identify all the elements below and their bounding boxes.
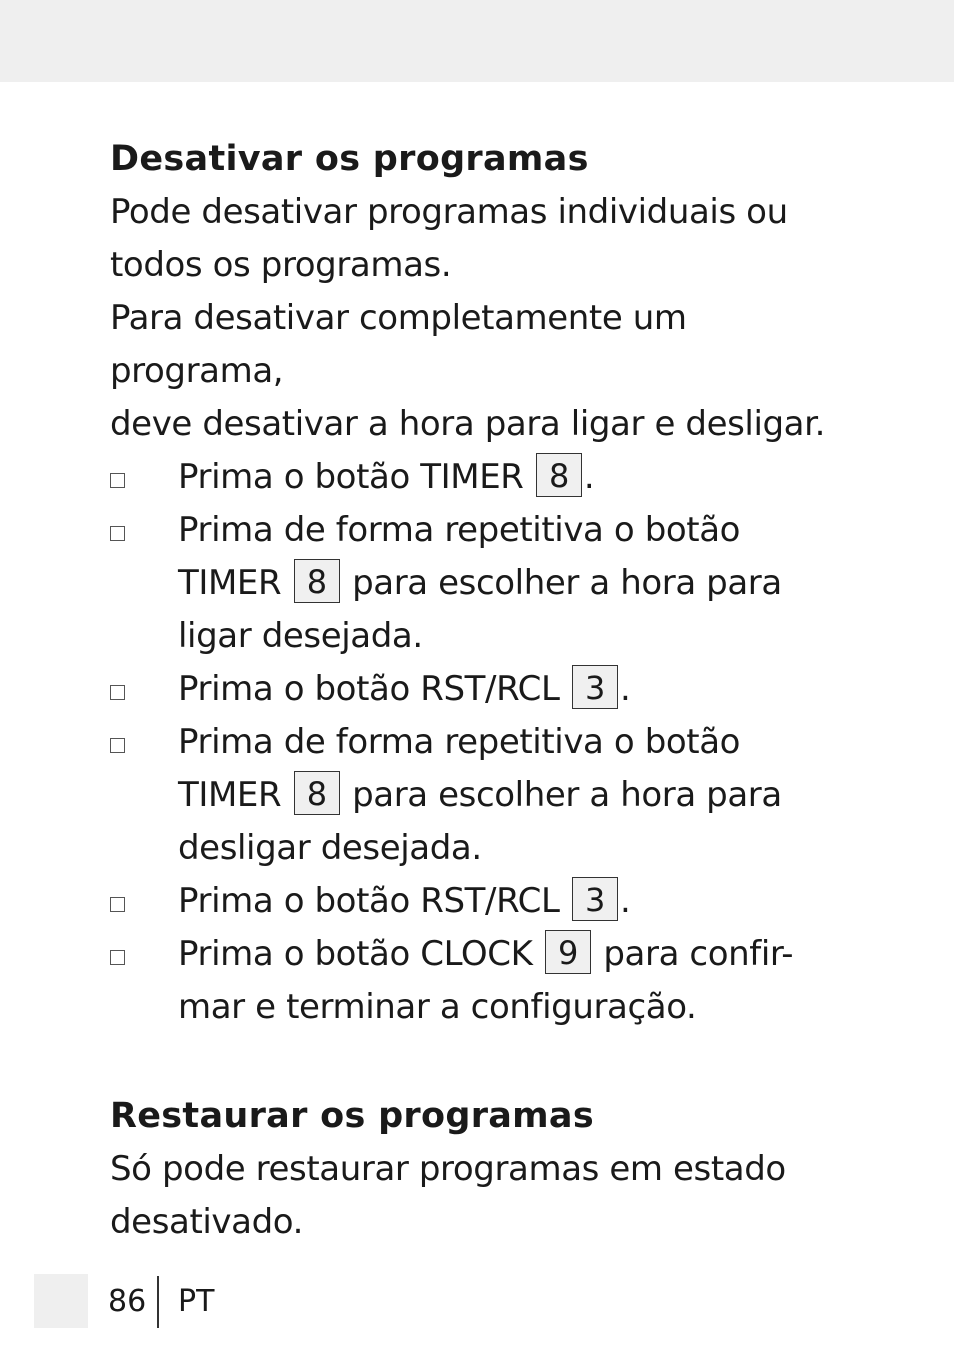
intro-paragraph	[110, 186, 850, 292]
restore-line-2: desativado.	[110, 1202, 303, 1242]
checkbox-bullet-icon	[110, 473, 125, 488]
checkbox-bullet-icon	[110, 685, 125, 700]
page-content	[110, 133, 850, 1249]
step-2: Prima de forma repetitiva o botão TIMER 8 para escolher a hora para ligar desejada.	[110, 504, 850, 663]
step-3: Prima o botão RST/RCL 3 .	[110, 663, 850, 716]
section-spacer	[110, 1034, 850, 1090]
key-timer: 8	[294, 771, 340, 815]
header-band	[0, 0, 954, 82]
checkbox-bullet-icon	[110, 950, 125, 965]
restore-line-1: Só pode restaurar programas em estado	[110, 1149, 786, 1189]
step-4: Prima de forma repetitiva o botão TIMER 8 para escolher a hora para desligar desejada.	[110, 716, 850, 875]
key-timer: 8	[536, 453, 582, 497]
step-6: Prima o botão CLOCK 9 para confir- mar e terminar a configuração.	[110, 928, 850, 1034]
checkbox-bullet-icon	[110, 526, 125, 541]
section-title-restore: Restaurar os programas	[110, 1096, 594, 1136]
key-timer: 8	[294, 559, 340, 603]
intro-line-2: todos os programas.	[110, 245, 452, 285]
steps-list	[110, 451, 850, 1034]
step-1: Prima o botão TIMER 8 .	[110, 451, 850, 504]
complete-line-1: Para desativar completamente um programa,	[110, 298, 687, 391]
key-clock: 9	[545, 930, 591, 974]
key-rst-rcl: 3	[572, 665, 618, 709]
intro-line-1: Pode desativar programas individuais ou	[110, 192, 788, 232]
checkbox-bullet-icon	[110, 738, 125, 753]
key-rst-rcl: 3	[572, 877, 618, 921]
language-code: PT	[178, 1284, 215, 1319]
footer-marker	[34, 1274, 88, 1328]
complete-disable-paragraph	[110, 292, 850, 451]
restore-paragraph	[110, 1143, 850, 1249]
footer-divider	[157, 1276, 159, 1328]
page-number: 86	[108, 1284, 147, 1319]
step-5: Prima o botão RST/RCL 3 .	[110, 875, 850, 928]
complete-line-2: deve desativar a hora para ligar e desligar.	[110, 404, 825, 444]
checkbox-bullet-icon	[110, 897, 125, 912]
section-title-disable: Desativar os programas	[110, 139, 589, 179]
